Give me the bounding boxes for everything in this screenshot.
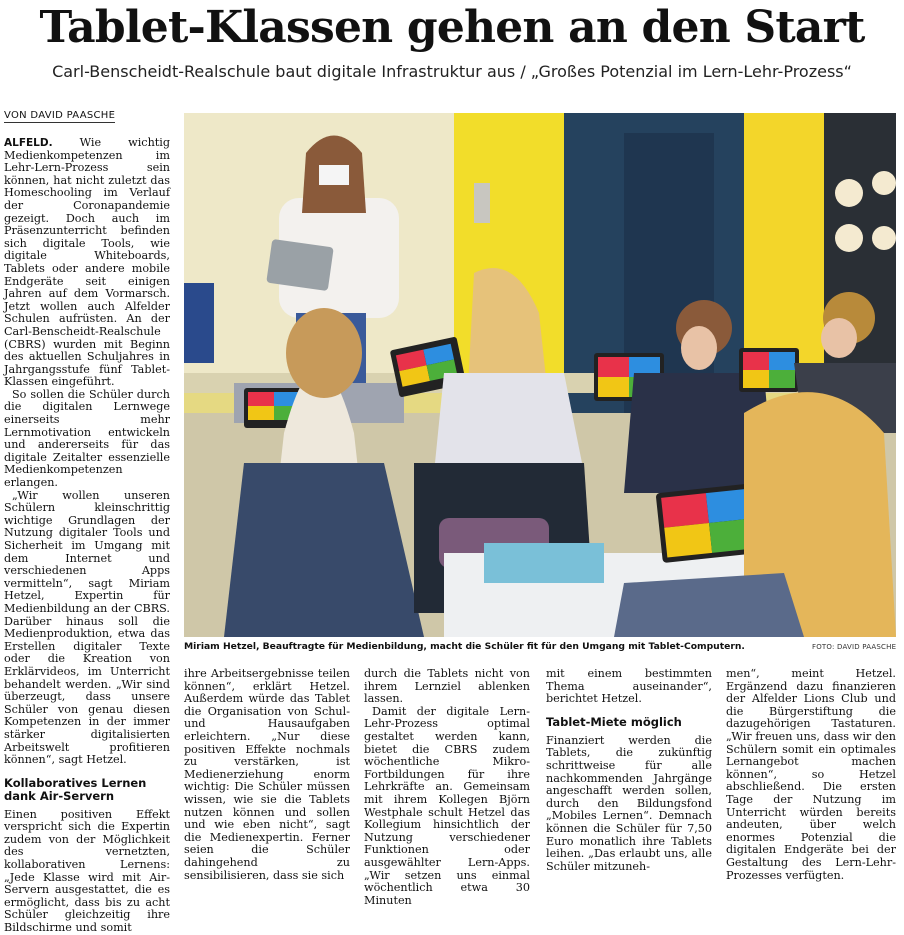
dateline: ALFELD. [4, 137, 53, 149]
paragraph: durch die Tablets nicht von ihrem Lernziel ablenken lassen. [364, 667, 530, 706]
classroom-photo [184, 113, 896, 637]
paragraph: Einen positiven Effekt verspricht sich die Expertin zudem von der Möglichkeit des vernetzten, kollaborativen Lernens: „Jede Klasse wird mit Air-Servern ausgestattet, die es ermöglicht, dass bis zu acht Schüler gleichzeitig ihre Bildschirme und somit [4, 807, 170, 935]
article-photo [184, 113, 896, 637]
headline: Tablet-Klassen gehen an den Start [39, 2, 865, 53]
paragraph: Damit der digitale Lern-Lehr-Prozess optimal gestaltet werden kann, bietet die CBRS zudem wöchentliche Mikro-Fortbildungen für ihre Lehrkräfte an. Gemeinsam mit ihrem Kollegen Björn Westphale schult Hetzel das Kollegium hinsichtlich der Nutzung verschiedener Funktionen oder ausgewählter Lern-Apps. „Wir setzen uns einmal wöchentlich etwa 30 Minuten [364, 704, 530, 907]
article-column-5 [726, 668, 896, 882]
paragraph: men“, meint Hetzel. Ergänzend dazu finanzieren der Alfelder Lions Club und die Bürgerstiftung die dazugehörigen Tastaturen. „Wir freuen uns, dass wir den Schülern somit ein optimales Lernangebot machen können“, so Hetzel abschließend. Die ersten Tage der Nutzung im Unterricht würden bereits andeuten, über welch enormes Potenzial die digitalen Endgeräte bei der Gestaltung des Lern-Lehr-Prozesses verfügten. [726, 667, 896, 882]
paragraph: Finanziert werden die Tablets, die zukünftig schrittweise für alle nachkommenden Jahrgänge angeschafft werden sollen, durch den Bildungsfond „Mobiles Lernen“. Demnach können die Schüler für 7,50 Euro monatlich ihre Tablets leihen. „Das erlaubt uns, alle Schüler mitzuneh- [546, 733, 712, 873]
paragraph: Wie wichtig Medienkompetenzen im Lehr-Lern-Prozess sein können, hat nicht zuletzt das Homeschooling im Verlauf der Coronapandemie gezeigt. Doch auch im Präsenzunterricht befinden sich digitale Tools, wie digitale Whiteboards, Tablets oder andere mobile Endgeräte seit einigen Jahren auf dem Vormarsch. Jetzt wollen auch Alfelder Schulen aufrüsten. An der Carl-Benscheidt-Realschule (CBRS) wurden mit Beginn des aktuellen Schuljahres in Jahrgangsstufe fünf Tablet-Klassen eingeführt. [4, 136, 171, 389]
article-column-2 [184, 668, 350, 882]
section-heading: Tablet-Miete möglich [546, 714, 682, 729]
paragraph: ihre Arbeitsergebnisse teilen können“, erklärt Hetzel. Außerdem würde das Tablet die Organisation von Schul- und Hausaufgaben erleichtern. „Nur diese positiven Effekte nochmals zu verstärken, ist Medienerziehung enorm wichtig: Die Schüler müssen wissen, wie sie die Tablets nutzen können und sollen und wie eben nicht“, sagt die Medienexpertin. Ferner seien die Schüler dahingehend zu sensibilisieren, dass sie sich [184, 667, 350, 882]
section-heading: Kollaboratives Lernen dank Air-Servern [4, 775, 147, 803]
photo-credit: FOTO: DAVID PAASCHE [812, 643, 897, 651]
paragraph: „Wir wollen unseren Schülern kleinschrittig wichtige Grundlagen der Nutzung digitaler Tools und Sicherheit im Umgang mit dem Internet und verschiedenen Apps vermitteln“, sagt Miriam Hetzel, Expertin für Medienbildung an der CBRS. Darüber hinaus soll die Medienproduktion, etwa das Erstellen digitaler Texte oder die Kreation von Erklärvideos, im Unterricht behandelt werden. „Wir sind überzeugt, dass unsere Schüler von genau diesen Kompetenzen in der immer stärker digitalisierten Arbeitswelt profitieren können“, sagt Hetzel. [4, 488, 170, 767]
paragraph: So sollen die Schüler durch die digitalen Lernwege einerseits mehr Lernmotivation entwickeln und andererseits für das digitale Zeitalter essenzielle Medienkompetenzen erlangen. [4, 387, 170, 490]
article-column-3 [364, 668, 530, 907]
photo-caption: Miriam Hetzel, Beauftragte für Medienbildung, macht die Schüler fit für den Umgang mit Tablet-Computern. [184, 641, 745, 652]
paragraph: mit einem bestimmten Thema auseinander“, berichtet Hetzel. [546, 667, 712, 706]
article-column-1 [4, 137, 170, 935]
article-column-4 [546, 668, 712, 873]
byline: VON DAVID PAASCHE [4, 110, 116, 121]
subheadline: Carl-Benscheidt-Realschule baut digitale Infrastruktur aus / „Großes Potenzial im Lern-Lehr-Prozess“ [52, 62, 852, 81]
